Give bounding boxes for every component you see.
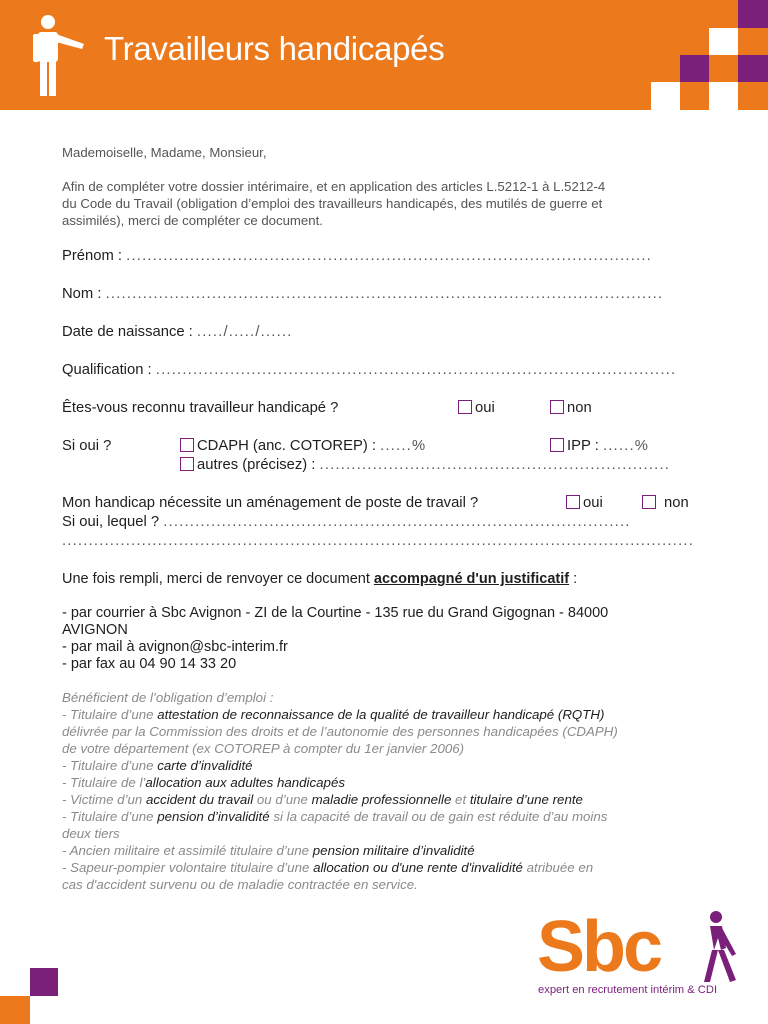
qualification-field[interactable] [62,362,676,378]
non-label: non [567,400,592,416]
legal-line: atribuée en [526,860,594,875]
legal-line: - Titulaire de l’ [62,775,146,790]
prenom-field[interactable] [62,248,652,264]
non-label: non [664,495,689,511]
legal-line: cas d'accident survenu ou de maladie contractée en service. [62,877,418,892]
legal-line: - Titulaire d’une [62,809,154,824]
nom-label: Nom : [62,286,102,302]
intro-line: du Code du Travail (obligation d’emploi des travailleurs handicapés, des mutilés de guerre et [62,196,603,211]
extra-dots[interactable]: ....................................................................................................................... [62,533,695,549]
reconnu-oui-checkbox[interactable] [458,400,472,414]
legal-line: délivrée par la Commission des droits et de l’autonomie des personnes handicapées (CDAPH) [62,724,618,739]
legal-emphasis: titulaire d’une rente [469,792,583,807]
amenagement-non-option[interactable] [642,495,689,511]
legal-line: - Titulaire d’une [62,758,154,773]
ipp-checkbox[interactable] [550,438,564,452]
reconnu-non-option[interactable] [550,400,592,416]
reconnu-non-checkbox[interactable] [550,400,564,414]
legal-title: Bénéficient de l’obligation d’emploi : [62,690,274,705]
cdaph-field[interactable] [180,438,426,454]
sbc-logo: Sbc [537,907,661,987]
legal-line: - Ancien militaire et assimilé titulaire d’une [62,843,310,858]
cdaph-label: CDAPH (anc. COTOREP) : [197,438,376,454]
dob-label: Date de naissance : [62,324,193,340]
nom-dots[interactable]: ......................................................................................................... [105,286,664,302]
legal-line: - Titulaire d’une [62,707,154,722]
qualification-label: Qualification : [62,362,152,378]
lequel-extra-line[interactable] [62,533,694,549]
amenagement-oui-checkbox[interactable] [566,495,580,509]
amenagement-non-checkbox[interactable] [642,495,656,509]
intro-line: assimilés), merci de compléter ce document. [62,213,323,228]
legal-emphasis: attestation de reconnaissance de la qualité de travailleur handicapé (RQTH) [157,707,605,722]
send-colon: : [573,571,578,587]
lequel-field[interactable] [62,514,631,530]
greeting: Mademoiselle, Madame, Monsieur, [62,145,267,160]
autres-dots[interactable]: .................................................................. [319,457,671,473]
amenagement-label: Mon handicap nécessite un aménagement de poste de travail ? [62,495,479,511]
prenom-dots[interactable]: ................................................................................................... [126,248,652,264]
reconnu-oui-option[interactable] [458,400,495,416]
legal-line: deux tiers [62,826,120,841]
person-pointing-icon [32,14,92,98]
reconnu-label: Êtes-vous reconnu travailleur handicapé ? [62,400,339,416]
send-mail: - par mail à avignon@sbc-interim.fr [62,639,288,655]
lequel-dots[interactable]: ........................................................................................ [163,514,631,530]
autres-field[interactable] [180,457,670,473]
legal-line: et [455,792,467,807]
ipp-dots[interactable]: ......% [602,438,650,454]
send-intro: Une fois rempli, merci de renvoyer ce document [62,571,370,587]
page-title: Travailleurs handicapés [104,30,445,67]
legal-text [62,689,707,893]
oui-label: oui [583,495,603,511]
legal-emphasis: carte d’invalidité [157,758,253,773]
legal-line: - Victime d’un [62,792,143,807]
walking-person-icon [696,910,742,984]
ipp-label: IPP : [567,438,599,454]
autres-checkbox[interactable] [180,457,194,471]
send-instructions [62,571,577,588]
prenom-label: Prénom : [62,248,123,264]
legal-emphasis: allocation ou d'une rente d'invalidité [313,860,523,875]
cdaph-checkbox[interactable] [180,438,194,452]
intro-line: Afin de compléter votre dossier intérimaire, et en application des articles L.5212-1 à L.5212-4 [62,179,606,194]
amenagement-oui-option[interactable] [566,495,603,511]
nom-field[interactable] [62,286,663,302]
legal-emphasis: pension d’invalidité [157,809,270,824]
legal-emphasis: accident du travail [146,792,254,807]
qualification-dots[interactable]: .................................................................................................. [155,362,677,378]
sioui-label: Si oui ? [62,438,112,454]
send-fax: - par fax au 04 90 14 33 20 [62,656,237,672]
send-courrier-city: AVIGNON [62,622,128,638]
dob-dots[interactable]: ...../...../...... [196,324,293,340]
legal-emphasis: allocation aux adultes handicapés [145,775,345,790]
legal-line: de votre département (ex COTOREP à compter du 1er janvier 2006) [62,741,465,756]
oui-label: oui [475,400,495,416]
ipp-field[interactable] [550,438,649,454]
cdaph-dots[interactable]: ......% [380,438,427,454]
lequel-label: Si oui, lequel ? [62,514,160,530]
legal-emphasis: maladie professionnelle [311,792,452,807]
legal-line: - Sapeur-pompier volontaire titulaire d’une [62,860,310,875]
legal-line: ou d’une [256,792,308,807]
legal-line: si la capacité de travail ou de gain est réduite d’au moins [273,809,608,824]
send-justificatif: accompagné d'un justificatif [373,571,570,587]
intro-paragraph [62,178,605,229]
legal-emphasis: pension militaire d’invalidité [312,843,475,858]
send-methods [62,605,707,673]
autres-label: autres (précisez) : [197,457,316,473]
dob-field[interactable] [62,324,293,340]
logo-tagline: expert en recrutement intérim & CDI [538,984,718,996]
send-courrier: - par courrier à Sbc Avignon - ZI de la Courtine - 135 rue du Grand Gigognan - 84000 [62,605,609,621]
